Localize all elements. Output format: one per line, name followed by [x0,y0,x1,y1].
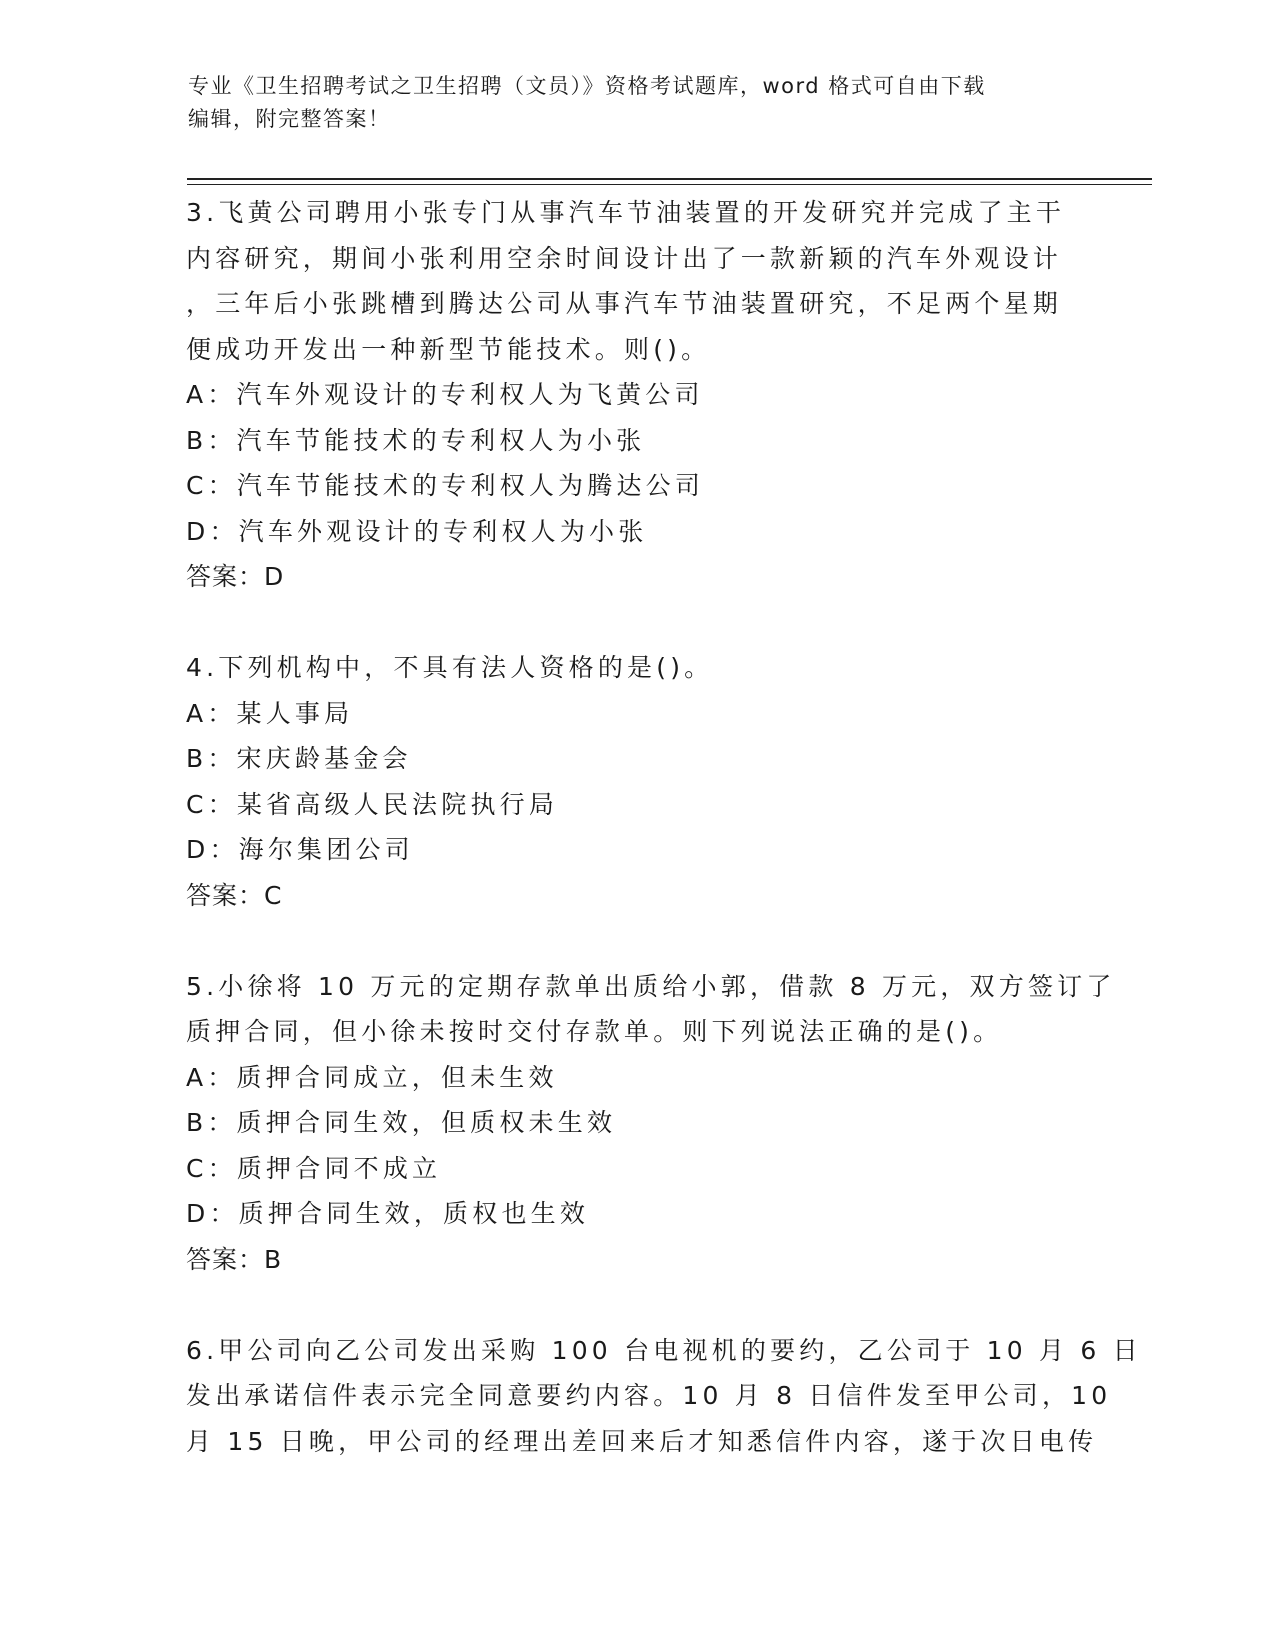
option-d: D：质押合同生效，质权也生效 [186,1199,590,1228]
question-stem-line: 6.甲公司向乙公司发出采购 100 台电视机的要约，乙公司于 10 月 6 日 [186,1335,1142,1365]
header-line-1: 专业《卫生招聘考试之卫生招聘（文员）》资格考试题库，word 格式可自由下载 [188,74,986,98]
answer-line: 答案：B [186,1244,283,1274]
option-d: D：汽车外观设计的专利权人为小张 [186,516,648,546]
question-stem-line: 质押合同，但小徐未按时交付存款单。则下列说法正确的是()。 [186,1017,1003,1046]
question-stem-line: 3.飞黄公司聘用小张专门从事汽车节油装置的开发研究并完成了主干 [186,198,1066,227]
question-spacer [186,1282,1086,1328]
option-a: A：某人事局 [186,698,354,728]
option-c: C：汽车节能技术的专利权人为腾达公司 [186,471,705,500]
question-stem-line: 发出承诺信件表示完全同意要约内容。10 月 8 日信件发至甲公司，10 [186,1381,1112,1410]
question-stem-line: 4.下列机构中，不具有法人资格的是()。 [186,653,714,682]
header-rule-thin [187,184,1152,185]
option-b: B：宋庆龄基金会 [186,744,412,773]
option-d: D：海尔集团公司 [186,835,414,864]
option-a: A：质押合同成立，但未生效 [186,1062,558,1092]
document-header [188,70,1068,136]
option-b: B：汽车节能技术的专利权人为小张 [186,425,646,455]
header-line-2: 编辑，附完整答案！ [188,107,391,131]
option-b: B：质押合同生效，但质权未生效 [186,1108,617,1137]
question-5 [186,964,1116,1283]
option-c: C：某省高级人民法院执行局 [186,789,559,819]
question-3 [186,190,1086,600]
option-c: C：质押合同不成立 [186,1153,442,1183]
question-spacer [186,600,1086,646]
question-4 [186,645,1086,918]
question-stem-line: 月 15 日晚，甲公司的经理出差回来后才知悉信件内容，遂于次日电传 [186,1426,1098,1456]
answer-line: 答案：C [186,880,283,910]
header-rule-thick [187,178,1152,180]
question-6 [186,1328,1142,1465]
question-stem-line: ，三年后小张跳槽到腾达公司从事汽车节油装置研究，不足两个星期 [186,289,1063,318]
question-stem-line: 内容研究，期间小张利用空余时间设计出了一款新颖的汽车外观设计 [186,243,1063,273]
question-stem-line: 便成功开发出一种新型节能技术。则()。 [186,334,711,364]
question-list [186,190,1142,1464]
question-spacer [186,918,1086,964]
question-stem-line: 5.小徐将 10 万元的定期存款单出质给小郭，借款 8 万元，双方签订了 [186,971,1116,1001]
option-a: A：汽车外观设计的专利权人为飞黄公司 [186,380,704,409]
answer-line: 答案：D [186,562,285,591]
